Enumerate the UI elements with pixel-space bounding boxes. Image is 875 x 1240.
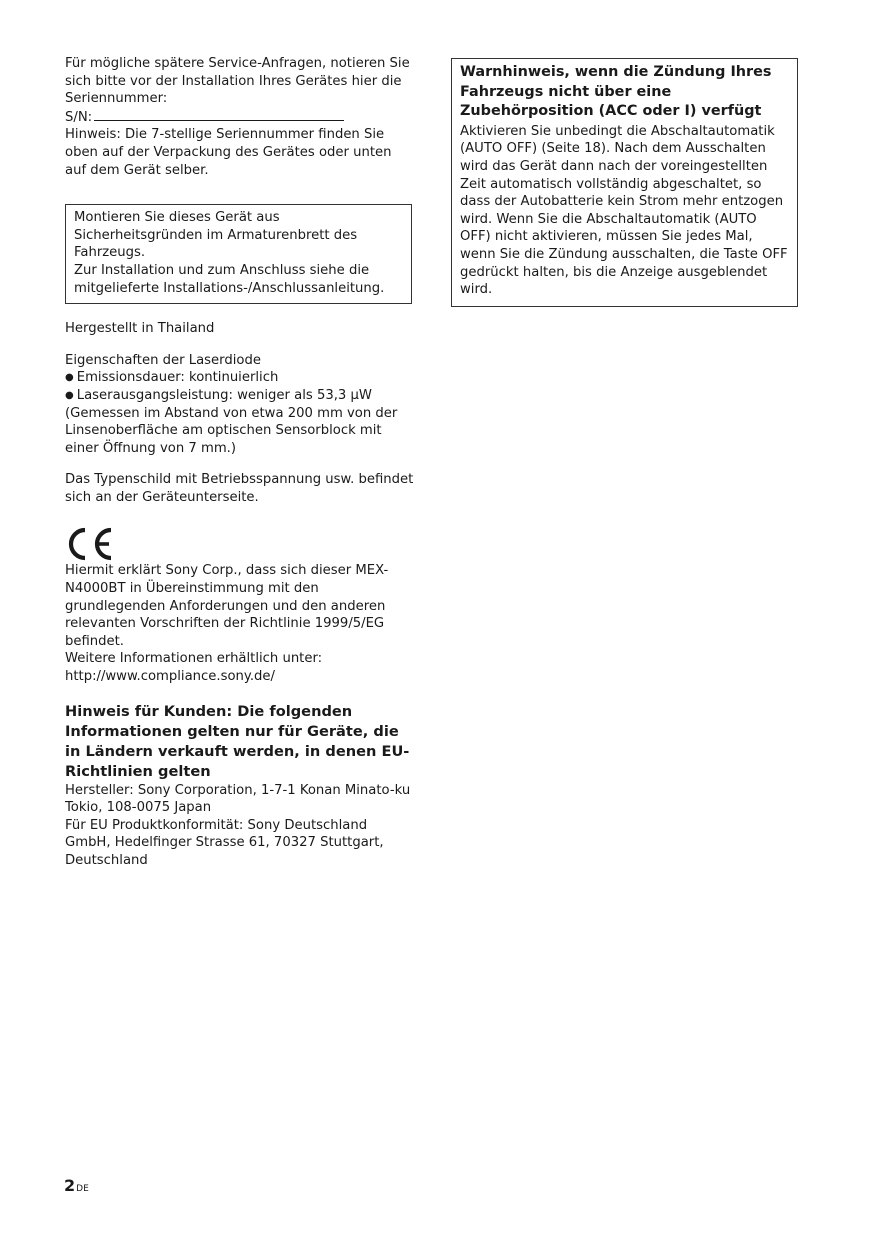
serial-number-hint: Hinweis: Die 7-stellige Seriennummer finden Sie oben auf der Verpackung des Gerätes oder unten auf dem Gerät selber. [65,127,392,178]
ignition-warning-box [451,58,798,307]
service-note [65,55,415,179]
laser-diode-section [65,352,415,458]
installation-reference-text: Zur Installation und zum Anschluss siehe die mitgelieferte Installations-/Anschlussanleitung. [74,262,385,296]
eu-notice-section [65,702,415,870]
ignition-warning-heading: Warnhinweis, wenn die Zündung Ihres Fahrzeugs nicht über eine Zubehörposition (ACC oder I) verfügt [460,64,772,120]
eu-notice-conformity: Für EU Produktkonformität: Sony Deutschland GmbH, Hedelfinger Strasse 61, 70327 Stuttgart, Deutschland [65,817,384,868]
ce-more-info-text: Weitere Informationen erhältlich unter: [65,651,323,667]
ce-declaration-section [65,562,415,685]
serial-number-row [65,108,415,127]
ignition-warning-body: Aktivieren Sie unbedingt die Abschaltautomatik (AUTO OFF) (Seite 18). Nach dem Ausschalten wird das Gerät dann nach der voreingestellten Zeit automatisch vollständig abgeschaltet, so dass der Autobatterie kein Strom mehr entzogen wird. Wenn Sie die Abschaltautomatik (AUTO OFF) nicht aktivieren, müssen Sie jedes Mal, wenn Sie die Zündung ausschalten, die Taste OFF gedrückt halten, bis die Anzeige ausgeblendet wird. [460,123,788,298]
eu-notice-manufacturer: Hersteller: Sony Corporation, 1-7-1 Konan Minato-ku Tokio, 108-0075 Japan [65,782,411,816]
page-number [64,1177,89,1199]
mounting-notice-text: Montieren Sie dieses Gerät aus Sicherheitsgründen im Armaturenbrett des Fahrzeugs. [74,210,358,261]
ce-compliance-url: http://www.compliance.sony.de/ [65,669,275,685]
page-language-suffix: DE [76,1184,89,1194]
service-note-intro: Für mögliche spätere Service-Anfragen, notieren Sie sich bitte vor der Installation Ihres Gerätes hier die Seriennummer: [65,56,410,107]
serial-number-blank-line [94,108,344,121]
ce-declaration-text: Hiermit erklärt Sony Corp., dass sich dieser MEX-N4000BT in Übereinstimmung mit den grundlegenden Anforderungen und den anderen relevanten Vorschriften der Richtlinie 1999/5/EG befindet. [65,563,389,649]
laser-bullet-output: ● Laserausgangsleistung: weniger als 53,3 µW [65,387,415,405]
eu-notice-heading: Hinweis für Kunden: Die folgenden Informationen gelten nur für Geräte, die in Ländern verkauft werden, in denen EU-Richtlinien gelten [65,702,410,780]
right-column [451,58,798,307]
type-plate-text: Das Typenschild mit Betriebsspannung usw. befindet sich an der Geräteunterseite. [65,472,414,505]
laser-measurement-note: (Gemessen im Abstand von etwa 200 mm von der Linsenoberfläche am optischen Sensorblock mit einer Öffnung von 7 mm.) [65,405,398,456]
serial-number-label: S/N: [65,109,93,125]
made-in-text: Hergestellt in Thailand [65,321,215,337]
laser-diode-title: Eigenschaften der Laserdiode [65,352,261,368]
mounting-notice-box [65,204,412,304]
left-column [65,55,415,870]
page-number-value: 2 [64,1176,76,1195]
ce-mark-icon [65,526,117,562]
laser-bullet-emission: ● Emissionsdauer: kontinuierlich [65,369,415,387]
